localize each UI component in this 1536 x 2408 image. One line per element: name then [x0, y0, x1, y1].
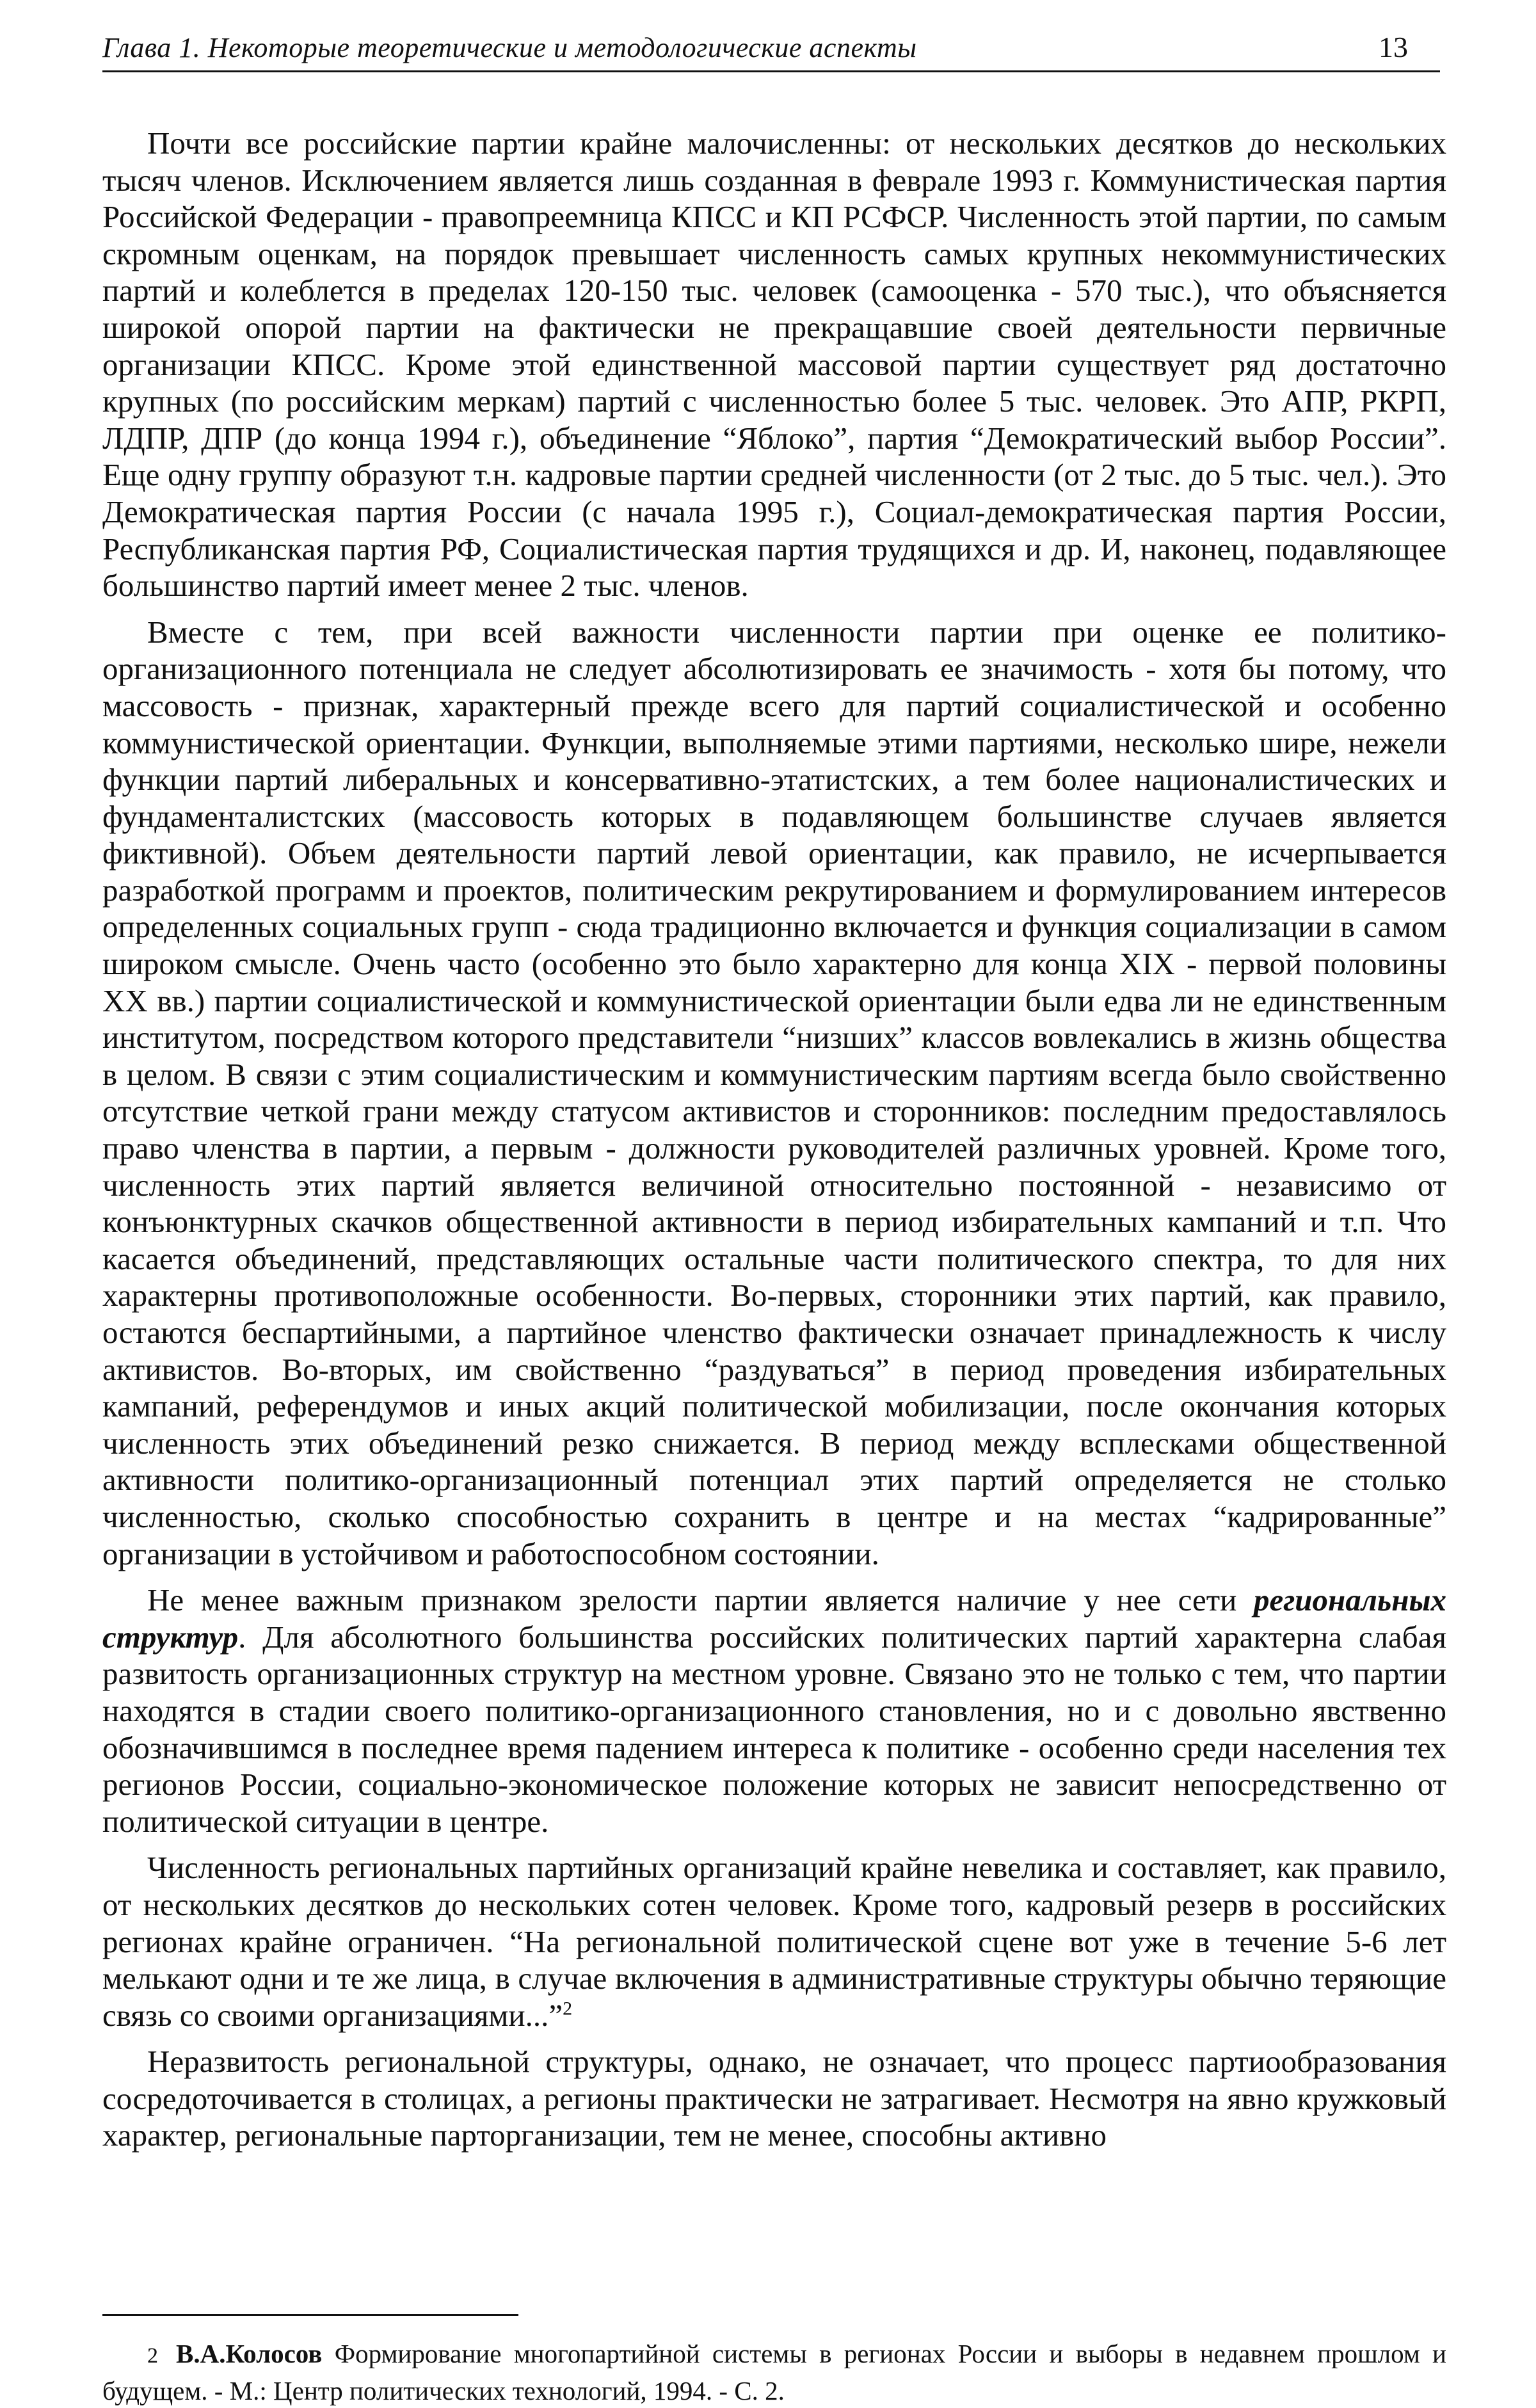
footnote-number: 2	[147, 2344, 158, 2368]
paragraph-4	[102, 1849, 1446, 2034]
main-text	[102, 125, 1446, 2163]
footnote-reference[interactable]: 2	[563, 1998, 573, 2019]
footnote-text: Формирование многопартийной системы в регионах России и выборы в недавнем прошлом и будущем. - М.: Центр политических технологий, 1994. - С. 2.	[102, 2339, 1446, 2405]
chapter-title: Глава 1. Некоторые теоретические и методологические аспекты	[102, 32, 917, 63]
footnote	[102, 2336, 1446, 2408]
running-header	[102, 26, 1440, 72]
footnote-separator	[102, 2314, 518, 2316]
paragraph-3-end: . Для абсолютного большинства российских политических партий характерна слабая развитость организационных структур на местном уровне. Связано это не только с тем, что партии находятся в стадии своего политико-организационного становления, но и с довольно явственно обозначившимся в последнее время падением интереса к политике - особенно среди населения тех регионов России, социально-экономическое положение которых не зависит непосредственно от политической ситуации в центре.	[102, 1619, 1446, 1839]
page-number: 13	[1379, 31, 1408, 63]
paragraph-3	[102, 1582, 1446, 1840]
emphasized-term: региональных структур	[102, 1582, 1446, 1655]
paragraph-3-start: Не менее важным признаком зрелости партии является наличие у нее сети	[147, 1582, 1254, 1618]
footnote-author: В.А.Колосов	[176, 2339, 323, 2368]
paragraph-2: Вместе с тем, при всей важности численности партии при оценке ее политико-организационного потенциала не следует абсолютизировать ее значимость - хотя бы потому, что массовость - признак, характерный прежде всего для партий социалистической и особенно коммунистической ориентации. Функции, выполняемые этими партиями, несколько шире, нежели функции партий либеральных и консервативно-этатистских, а тем более националистических и фундаменталистских (массовость которых в подавляющем большинстве случаев является фиктивной). Объем деятельности партий левой ориентации, как правило, не исчерпывается разработкой программ и проектов, политическим рекрутированием и формулированием интересов определенных социальных групп - сюда традиционно включается и функция социализации в самом широком смысле. Очень часто (особенно это было характерно для конца XIX - первой половины XX вв.) партии социалистической и коммунистической ориентации были едва ли не единственным институтом, посредством которого представители “низших” классов вовлекались в жизнь общества в целом. В связи с этим социалистическим и коммунистическим партиям всегда было свойственно отсутствие четкой грани между статусом активистов и сторонников: последним предоставлялось право членства в партии, а первым - должности руководителей различных уровней. Кроме того, численность этих партий является величиной относительно постоянной - независимо от конъюнктурных скачков общественной активности в период избирательных кампаний и т.п. Что касается объединений, представляющих остальные части политического спектра, то для них характерны противоположные особенности. Во-первых, сторонники этих партий, как правило, остаются беспартийными, а партийное членство фактически означает принадлежность к числу активистов. Во-вторых, им свойственно “раздуваться” в период проведения избирательных кампаний, референдумов и иных акций политической мобилизации, после окончания которых численность этих объединений резко снижается. В период между всплесками общественной активности политико-организационный потенциал этих партий определяется не столько численностью, сколько способностью сохранить в центре и на местах “кадрированные” организации в устойчивом и работоспособном состоянии.	[102, 614, 1446, 1571]
paragraph-5: Неразвитость региональной структуры, однако, не означает, что процесс партиообразования сосредоточивается в столицах, а регионы практически не затрагивает. Несмотря на явно кружковый характер, региональные парторганизации, тем не менее, способны активно	[102, 2044, 1446, 2153]
paragraph-4-text: Численность региональных партийных организаций крайне невелика и составляет, как правило, от нескольких десятков до нескольких сотен человек. Кроме того, кадровый резерв в российских регионах крайне ограничен. “На региональной политической сцене вот уже в течение 5-6 лет мелькают одни и те же лица, в случае включения в административные структуры обычно теряющие связь со своими организациями...”	[102, 1850, 1446, 2033]
paragraph-1: Почти все российские партии крайне малочисленны: от нескольких десятков до нескольких тысяч членов. Исключением является лишь созданная в феврале 1993 г. Коммунистическая партия Российской Федерации - правопреемница КПСС и КП РСФСР. Численность этой партии, по самым скромным оценкам, на порядок превышает численность самых крупных некоммунистических партий и колеблется в пределах 120-150 тыс. человек (самооценка - 570 тыс.), что объясняется широкой опорой партии на фактически не прекращавшие своей деятельности первичные организации КПСС. Кроме этой единственной массовой партии существует ряд достаточно крупных (по российским меркам) партий с численностью более 5 тыс. человек. Это АПР, РКРП, ЛДПР, ДПР (до конца 1994 г.), объединение “Яблоко”, партия “Демократический выбор России”. Еще одну группу образуют т.н. кадровые партии средней численности (от 2 тыс. до 5 тыс. чел.). Это Демократическая партия России (с начала 1995 г.), Социал-демократическая партия России, Республиканская партия РФ, Социалистическая партия трудящихся и др. И, наконец, подавляющее большинство партий имеет менее 2 тыс. членов.	[102, 125, 1446, 604]
